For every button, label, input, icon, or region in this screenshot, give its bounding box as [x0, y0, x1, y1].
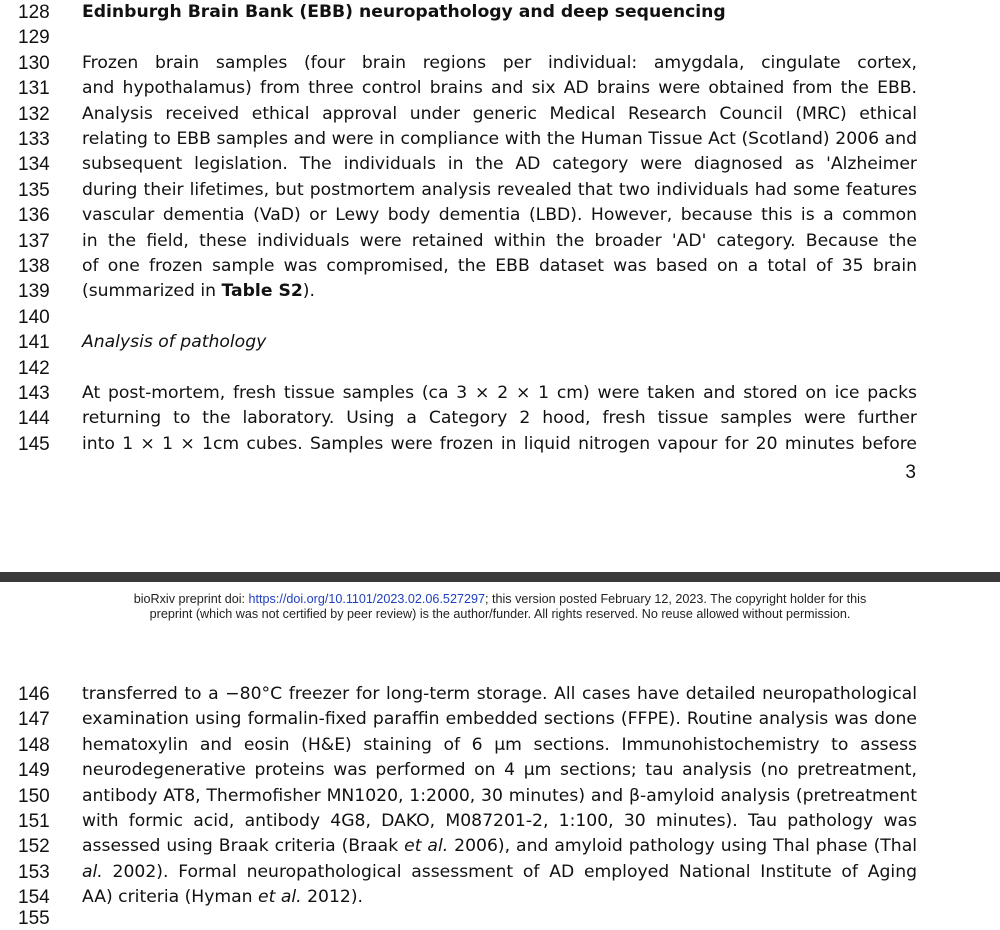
manuscript-line: [0, 279, 1000, 304]
text-run: vascular dementia (VaD) or Lewy body dementia (LBD). However, because this is a common: [82, 205, 917, 226]
manuscript-line: [0, 152, 1000, 177]
italic-text: Analysis of pathology: [82, 332, 267, 353]
manuscript-line: [0, 254, 1000, 279]
manuscript-line: [0, 0, 1000, 25]
doi-link[interactable]: https://doi.org/10.1101/2023.02.06.527297: [248, 592, 485, 606]
text-run: neurodegenerative proteins was performed on 4 μm sections; tau analysis (no pretreatment,: [82, 760, 917, 781]
line-number: 129: [18, 27, 50, 49]
text-run: relating to EBB samples and were in compliance with the Human Tissue Act (Scotland) 2006 and: [82, 129, 917, 149]
text-run: with formic acid, antibody 4G8, DAKO, M087201-2, 1:100, 30 minutes). Tau pathology was: [82, 811, 917, 831]
manuscript-line: [0, 356, 1000, 381]
line-number: 154: [18, 887, 50, 909]
line-text: [82, 0, 917, 25]
line-number: 136: [18, 205, 50, 227]
line-text: [82, 152, 917, 177]
text-run: into 1 × 1 × 1cm cubes. Samples were frozen in liquid nitrogen vapour for 20 minutes before: [82, 433, 917, 454]
line-text: [82, 809, 917, 834]
line-number: 135: [18, 179, 50, 201]
text-run: At post-mortem, fresh tissue samples (ca 3 × 2 × 1 cm) were taken and stored on ice packs: [82, 383, 917, 403]
text-run: AA) criteria (Hyman: [82, 887, 259, 908]
line-text: [82, 758, 917, 783]
page-bottom: [0, 580, 1000, 923]
line-number: 140: [18, 306, 50, 328]
manuscript-line: [0, 885, 1000, 910]
text-run: Frozen brain samples (four brain regions per individual: amygdala, cingulate cortex,: [82, 52, 917, 73]
manuscript-line: [0, 682, 1000, 707]
manuscript-line: [0, 51, 1000, 76]
line-text: [82, 381, 917, 406]
line-text: [82, 178, 917, 203]
manuscript-line: [0, 305, 1000, 330]
text-run: antibody AT8, Thermofisher MN1020, 1:2000, 30 minutes) and β-amyloid analysis (pretreatment: [82, 785, 917, 806]
manuscript-line: [0, 203, 1000, 228]
header-line-2: preprint (which was not certified by peer review) is the author/funder. All rights reserved. No reuse allowed without permission.: [149, 606, 851, 621]
line-text: [82, 76, 917, 101]
line-number: 146: [18, 684, 50, 705]
text-run: examination using formalin-fixed paraffin embedded sections (FFPE). Routine analysis was done: [82, 709, 917, 730]
line-number: 139: [18, 281, 50, 303]
manuscript-line: [0, 707, 1000, 732]
line-number: 134: [18, 154, 50, 176]
manuscript-line: [0, 25, 1000, 50]
line-number: 131: [18, 78, 50, 100]
line-number: 132: [18, 103, 50, 125]
manuscript-line: [0, 809, 1000, 834]
line-text: [82, 885, 917, 910]
text-run: returning to the laboratory. Using a Category 2 hood, fresh tissue samples were further: [82, 408, 917, 429]
italic-text: al.: [82, 861, 103, 882]
line-number: 148: [18, 734, 50, 756]
section-heading: Edinburgh Brain Bank (EBB) neuropathology and deep sequencing: [82, 2, 726, 22]
line-number: 138: [18, 256, 50, 277]
text-run: 2006), and amyloid pathology using Thal phase (Thal: [448, 836, 917, 857]
line-number: 153: [18, 861, 50, 883]
text-run: during their lifetimes, but postmortem analysis revealed that two individuals had some features: [82, 179, 917, 200]
manuscript-line: [0, 432, 1000, 457]
line-text: [82, 707, 917, 732]
line-text: [82, 279, 917, 304]
manuscript-line: [0, 381, 1000, 406]
line-text: [82, 102, 917, 127]
line-text: [82, 682, 917, 707]
italic-text: et al.: [258, 887, 302, 908]
italic-text: et al.: [404, 836, 449, 857]
manuscript-line: [0, 834, 1000, 859]
text-run: of one frozen sample was compromised, the EBB dataset was based on a total of 35 brain: [82, 256, 917, 276]
text-run: hematoxylin and eosin (H&E) staining of 6 μm sections. Immunohistochemistry to assess: [82, 734, 917, 755]
line-number: 128: [18, 2, 50, 23]
line-number: 151: [18, 811, 50, 832]
line-text: [82, 860, 917, 885]
line-number: 144: [18, 408, 50, 430]
cut-line-number: 155: [18, 908, 50, 929]
line-text: [82, 330, 917, 355]
line-number: 147: [18, 709, 50, 731]
text-run: ).: [302, 281, 315, 302]
line-number: 130: [18, 52, 50, 74]
header-suffix: ; this version posted February 12, 2023. The copyright holder for this: [484, 592, 867, 606]
line-text: [82, 229, 917, 254]
line-text: [82, 733, 917, 758]
line-number: 142: [18, 357, 50, 379]
table-reference: Table S2: [221, 281, 303, 302]
line-number: 149: [18, 760, 50, 782]
line-number: 141: [18, 332, 50, 354]
text-run: (summarized in: [82, 281, 222, 302]
text-run: assessed using Braak criteria (Braak: [82, 836, 405, 857]
text-run: 2002). Formal neuropathological assessment of AD employed National Institute of Aging: [112, 861, 917, 882]
manuscript-line: [0, 784, 1000, 809]
manuscript-line: [0, 229, 1000, 254]
text-run: and hypothalamus) from three control brains and six AD brains were obtained from the EBB.: [82, 78, 917, 99]
line-number: 137: [18, 230, 50, 252]
manuscript-line: [0, 127, 1000, 152]
header-prefix: bioRxiv preprint doi:: [133, 592, 249, 606]
text-run: in the field, these individuals were retained within the broader 'AD' category. Because the: [82, 230, 917, 251]
line-text: [82, 254, 917, 279]
line-number: 150: [18, 785, 50, 807]
text-run: 2012).: [301, 887, 363, 908]
manuscript-line: [0, 102, 1000, 127]
manuscript-line: [0, 330, 1000, 355]
text-run: Analysis received ethical approval under generic Medical Research Council (MRC) ethical: [82, 103, 917, 124]
manuscript-line: [0, 178, 1000, 203]
text-run: transferred to a −80°C freezer for long-term storage. All cases have detailed neuropathological: [82, 684, 917, 704]
line-text: [82, 203, 917, 228]
manuscript-line: [0, 733, 1000, 758]
manuscript-line: [0, 758, 1000, 783]
line-text: [82, 834, 917, 859]
line-text: [82, 127, 917, 152]
line-text: [82, 406, 917, 431]
line-text: [82, 51, 917, 76]
page-number: 3: [905, 462, 916, 483]
line-text: [82, 432, 917, 457]
manuscript-line: [0, 76, 1000, 101]
line-number: 133: [18, 129, 50, 150]
line-number: 152: [18, 836, 50, 858]
line-text: [82, 784, 917, 809]
text-run: subsequent legislation. The individuals in the AD category were diagnosed as 'Alzheimer: [82, 154, 917, 175]
line-number: 143: [18, 383, 50, 404]
line-number: 145: [18, 433, 50, 455]
manuscript-line: [0, 406, 1000, 431]
manuscript-line: [0, 860, 1000, 885]
